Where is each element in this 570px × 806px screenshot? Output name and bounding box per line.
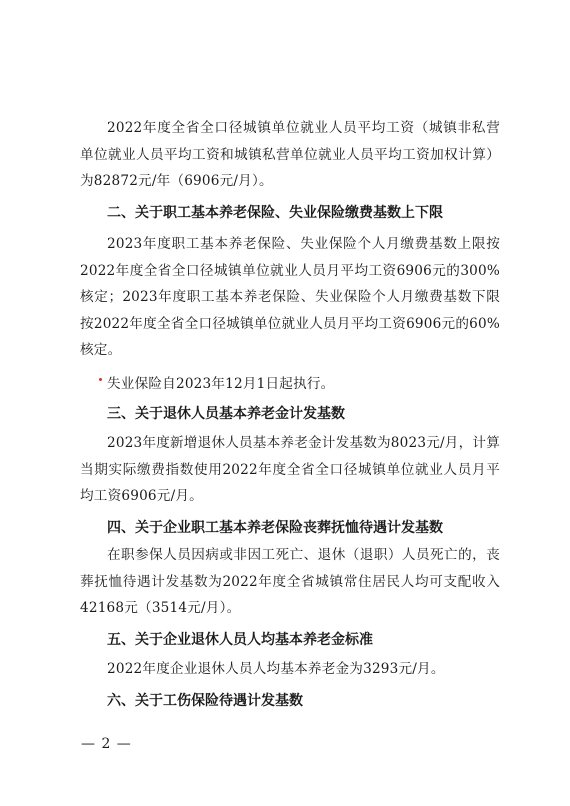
intro-paragraph: 2022年度全省全口径城镇单位就业人员平均工资（城镇非私营单位就业人员平均工资和城镇私营单位就业人员平均工资加权计算）为82872元/年（6906元/月）。 xyxy=(80,120,500,189)
section-4-heading: 四、关于企业职工基本养老保险丧葬抚恤待遇计发基数 xyxy=(107,520,443,536)
section-2-heading: 二、关于职工基本养老保险、失业保险缴费基数上下限 xyxy=(107,205,443,221)
section-2-note: 失业保险自2023年12月1日起执行。 xyxy=(107,376,335,392)
page-number: — 2 — xyxy=(81,736,132,752)
section-4-paragraph: 在职参保人员因病或非因工死亡、退休（退职）人员死亡的，丧葬抚恤待遇计发基数为2022年度全省城镇常住居民人均可支配收入42168元（3514元/月）。 xyxy=(80,547,500,616)
section-3-heading: 三、关于退休人员基本养老金计发基数 xyxy=(107,406,345,422)
section-6-heading: 六、关于工伤保险待遇计发基数 xyxy=(107,693,303,709)
section-2-paragraph: 2023年度职工基本养老保险、失业保险个人月缴费基数上限按2022年度全省全口径城镇单位就业人员月平均工资6906元的300%核定；2023年度职工基本养老保险、失业保险个人月缴费基数下限按2022年度全省全口径城镇单位就业人员月平均工资6906元的60%核定。 xyxy=(80,236,500,358)
section-5-paragraph: 2022年度企业退休人员人均基本养老金为3293元/月。 xyxy=(107,661,445,677)
section-5-heading: 五、关于企业退休人员人均基本养老金标准 xyxy=(107,632,373,648)
section-3-paragraph: 2023年度新增退休人员基本养老金计发基数为8023元/月，计算当期实际缴费指数使用2022年度全省全口径城镇单位就业人员月平均工资6906元/月。 xyxy=(80,435,500,504)
